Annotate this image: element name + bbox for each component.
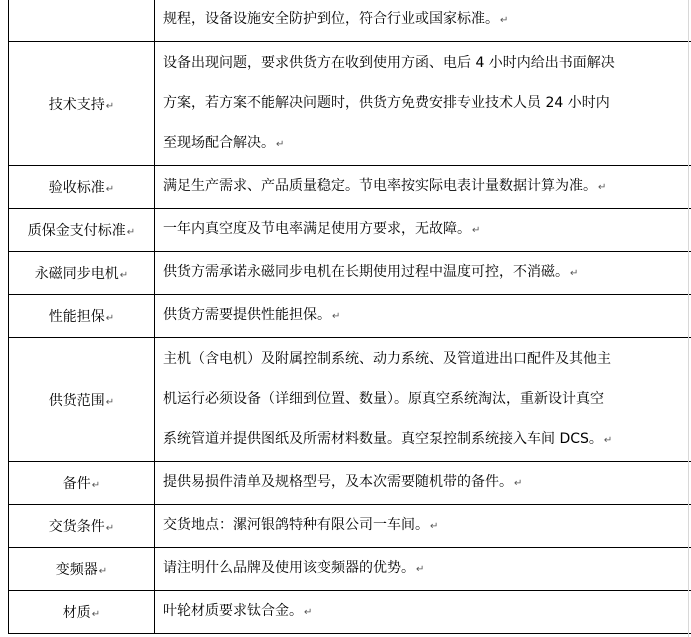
value-line (163, 209, 691, 251)
row-label: 材质 (62, 605, 91, 621)
row-value-cell (155, 0, 691, 42)
value-text: 叶轮材质要求钛合金。 (163, 603, 303, 619)
table-row (9, 548, 691, 591)
table-row (9, 42, 691, 166)
row-value-cell (155, 252, 691, 295)
value-line (163, 252, 691, 294)
row-label: 性能担保 (48, 309, 105, 325)
row-value-cell (155, 295, 691, 338)
paragraph-mark-icon: ↵ (105, 523, 115, 534)
value-line (163, 379, 691, 419)
value-text: 至现场配合解决。 (163, 134, 275, 151)
value-text: 供货方需承诺永磁同步电机在长期使用过程中温度可控，不消磁。 (163, 264, 569, 280)
paragraph-mark-icon: ↵ (105, 313, 115, 324)
row-label-cell (9, 295, 155, 338)
row-label-cell (9, 166, 155, 209)
row-label-cell (9, 209, 155, 252)
paragraph-mark-icon: ↵ (598, 182, 607, 193)
row-value-cell (155, 505, 691, 548)
value-line (163, 548, 691, 590)
row-label-cell (9, 548, 155, 591)
value-line (163, 419, 691, 461)
paragraph-mark-icon: ↵ (416, 564, 425, 575)
row-label-cell (9, 252, 155, 295)
paragraph-mark-icon: ↵ (91, 480, 101, 491)
table-row (9, 0, 691, 42)
table-row (9, 462, 691, 505)
row-label: 交货条件 (48, 519, 105, 535)
table-row (9, 209, 691, 252)
row-label-cell (9, 462, 155, 505)
value-text: 机运行必须设备（详细到位置、数量）。原真空系统淘汰，重新设计真空 (163, 390, 604, 407)
row-value-cell (155, 591, 691, 634)
value-text: 请注明什么品牌及使用该变频器的优势。 (163, 560, 415, 576)
value-line (163, 83, 691, 123)
requirements-table-body (9, 0, 691, 634)
row-label: 供货范围 (48, 392, 105, 409)
table-row (9, 166, 691, 209)
value-text: 方案，若方案不能解决问题时，供货方免费安排专业技术人员 24 小时内 (163, 94, 610, 111)
paragraph-mark-icon: ↵ (105, 396, 115, 408)
paragraph-mark-icon: ↵ (514, 478, 523, 489)
row-value-cell (155, 209, 691, 252)
value-text: 交货地点：漯河银鸽特种有限公司一车间。 (163, 517, 429, 533)
row-label: 技术支持 (48, 96, 105, 113)
row-label-cell (9, 591, 155, 634)
page-right-edge (688, 0, 689, 637)
value-text: 供货方需要提供性能担保。 (163, 307, 331, 323)
row-value-cell (155, 42, 691, 166)
value-line (163, 166, 691, 208)
paragraph-mark-icon: ↵ (500, 15, 509, 26)
value-line (163, 295, 691, 337)
paragraph-mark-icon: ↵ (332, 311, 341, 322)
row-value-cell (155, 462, 691, 505)
row-label: 变频器 (55, 562, 98, 578)
row-label-cell (9, 338, 155, 462)
paragraph-mark-icon: ↵ (430, 521, 439, 532)
table-row (9, 505, 691, 548)
value-line (163, 505, 691, 547)
paragraph-mark-icon: ↵ (105, 100, 115, 112)
row-value-cell (155, 338, 691, 462)
paragraph-mark-icon: ↵ (91, 609, 101, 620)
value-line (163, 339, 691, 379)
value-text: 规程，设备设施安全防护到位，符合行业或国家标准。 (163, 11, 499, 27)
paragraph-mark-icon: ↵ (570, 268, 579, 279)
row-value-cell (155, 166, 691, 209)
value-text: 提供易损件清单及规格型号，及本次需要随机带的备件。 (163, 474, 513, 490)
row-label: 永磁同步电机 (34, 266, 119, 282)
value-line (163, 43, 691, 83)
value-text: 满足生产需求、产品质量稳定。节电率按实际电表计量数据计算为准。 (163, 178, 597, 194)
table-row (9, 338, 691, 462)
row-label-cell (9, 42, 155, 166)
value-text: 设备出现问题，要求供货方在收到使用方函、电后 4 小时内给出书面解决 (163, 54, 615, 71)
row-value-cell (155, 548, 691, 591)
value-line (163, 123, 691, 165)
table-row (9, 252, 691, 295)
row-label: 备件 (62, 476, 91, 492)
value-text: 主机（含电机）及附属控制系统、动力系统、及管道进出口配件及其他主 (163, 350, 611, 367)
value-text: 系统管道并提供图纸及所需材料数量。真空泵控制系统接入车间 DCS。 (163, 430, 603, 447)
value-text: 一年内真空度及节电率满足使用方要求，无故障。 (163, 221, 471, 237)
value-line (163, 591, 691, 633)
row-label: 验收标准 (48, 180, 105, 196)
row-label-cell (9, 505, 155, 548)
requirements-table (8, 0, 691, 634)
paragraph-mark-icon: ↵ (98, 566, 108, 577)
paragraph-mark-icon: ↵ (105, 184, 115, 195)
paragraph-mark-icon: ↵ (276, 138, 285, 150)
paragraph-mark-icon: ↵ (119, 270, 129, 281)
paragraph-mark-icon: ↵ (304, 607, 313, 618)
value-line (163, 0, 691, 41)
table-row (9, 591, 691, 634)
value-line (163, 462, 691, 504)
paragraph-mark-icon: ↵ (603, 434, 613, 446)
row-label: 质保金支付标准 (27, 223, 126, 239)
row-label-cell (9, 0, 155, 42)
paragraph-mark-icon: ↵ (472, 225, 481, 236)
paragraph-mark-icon: ↵ (126, 227, 136, 238)
table-row (9, 295, 691, 338)
